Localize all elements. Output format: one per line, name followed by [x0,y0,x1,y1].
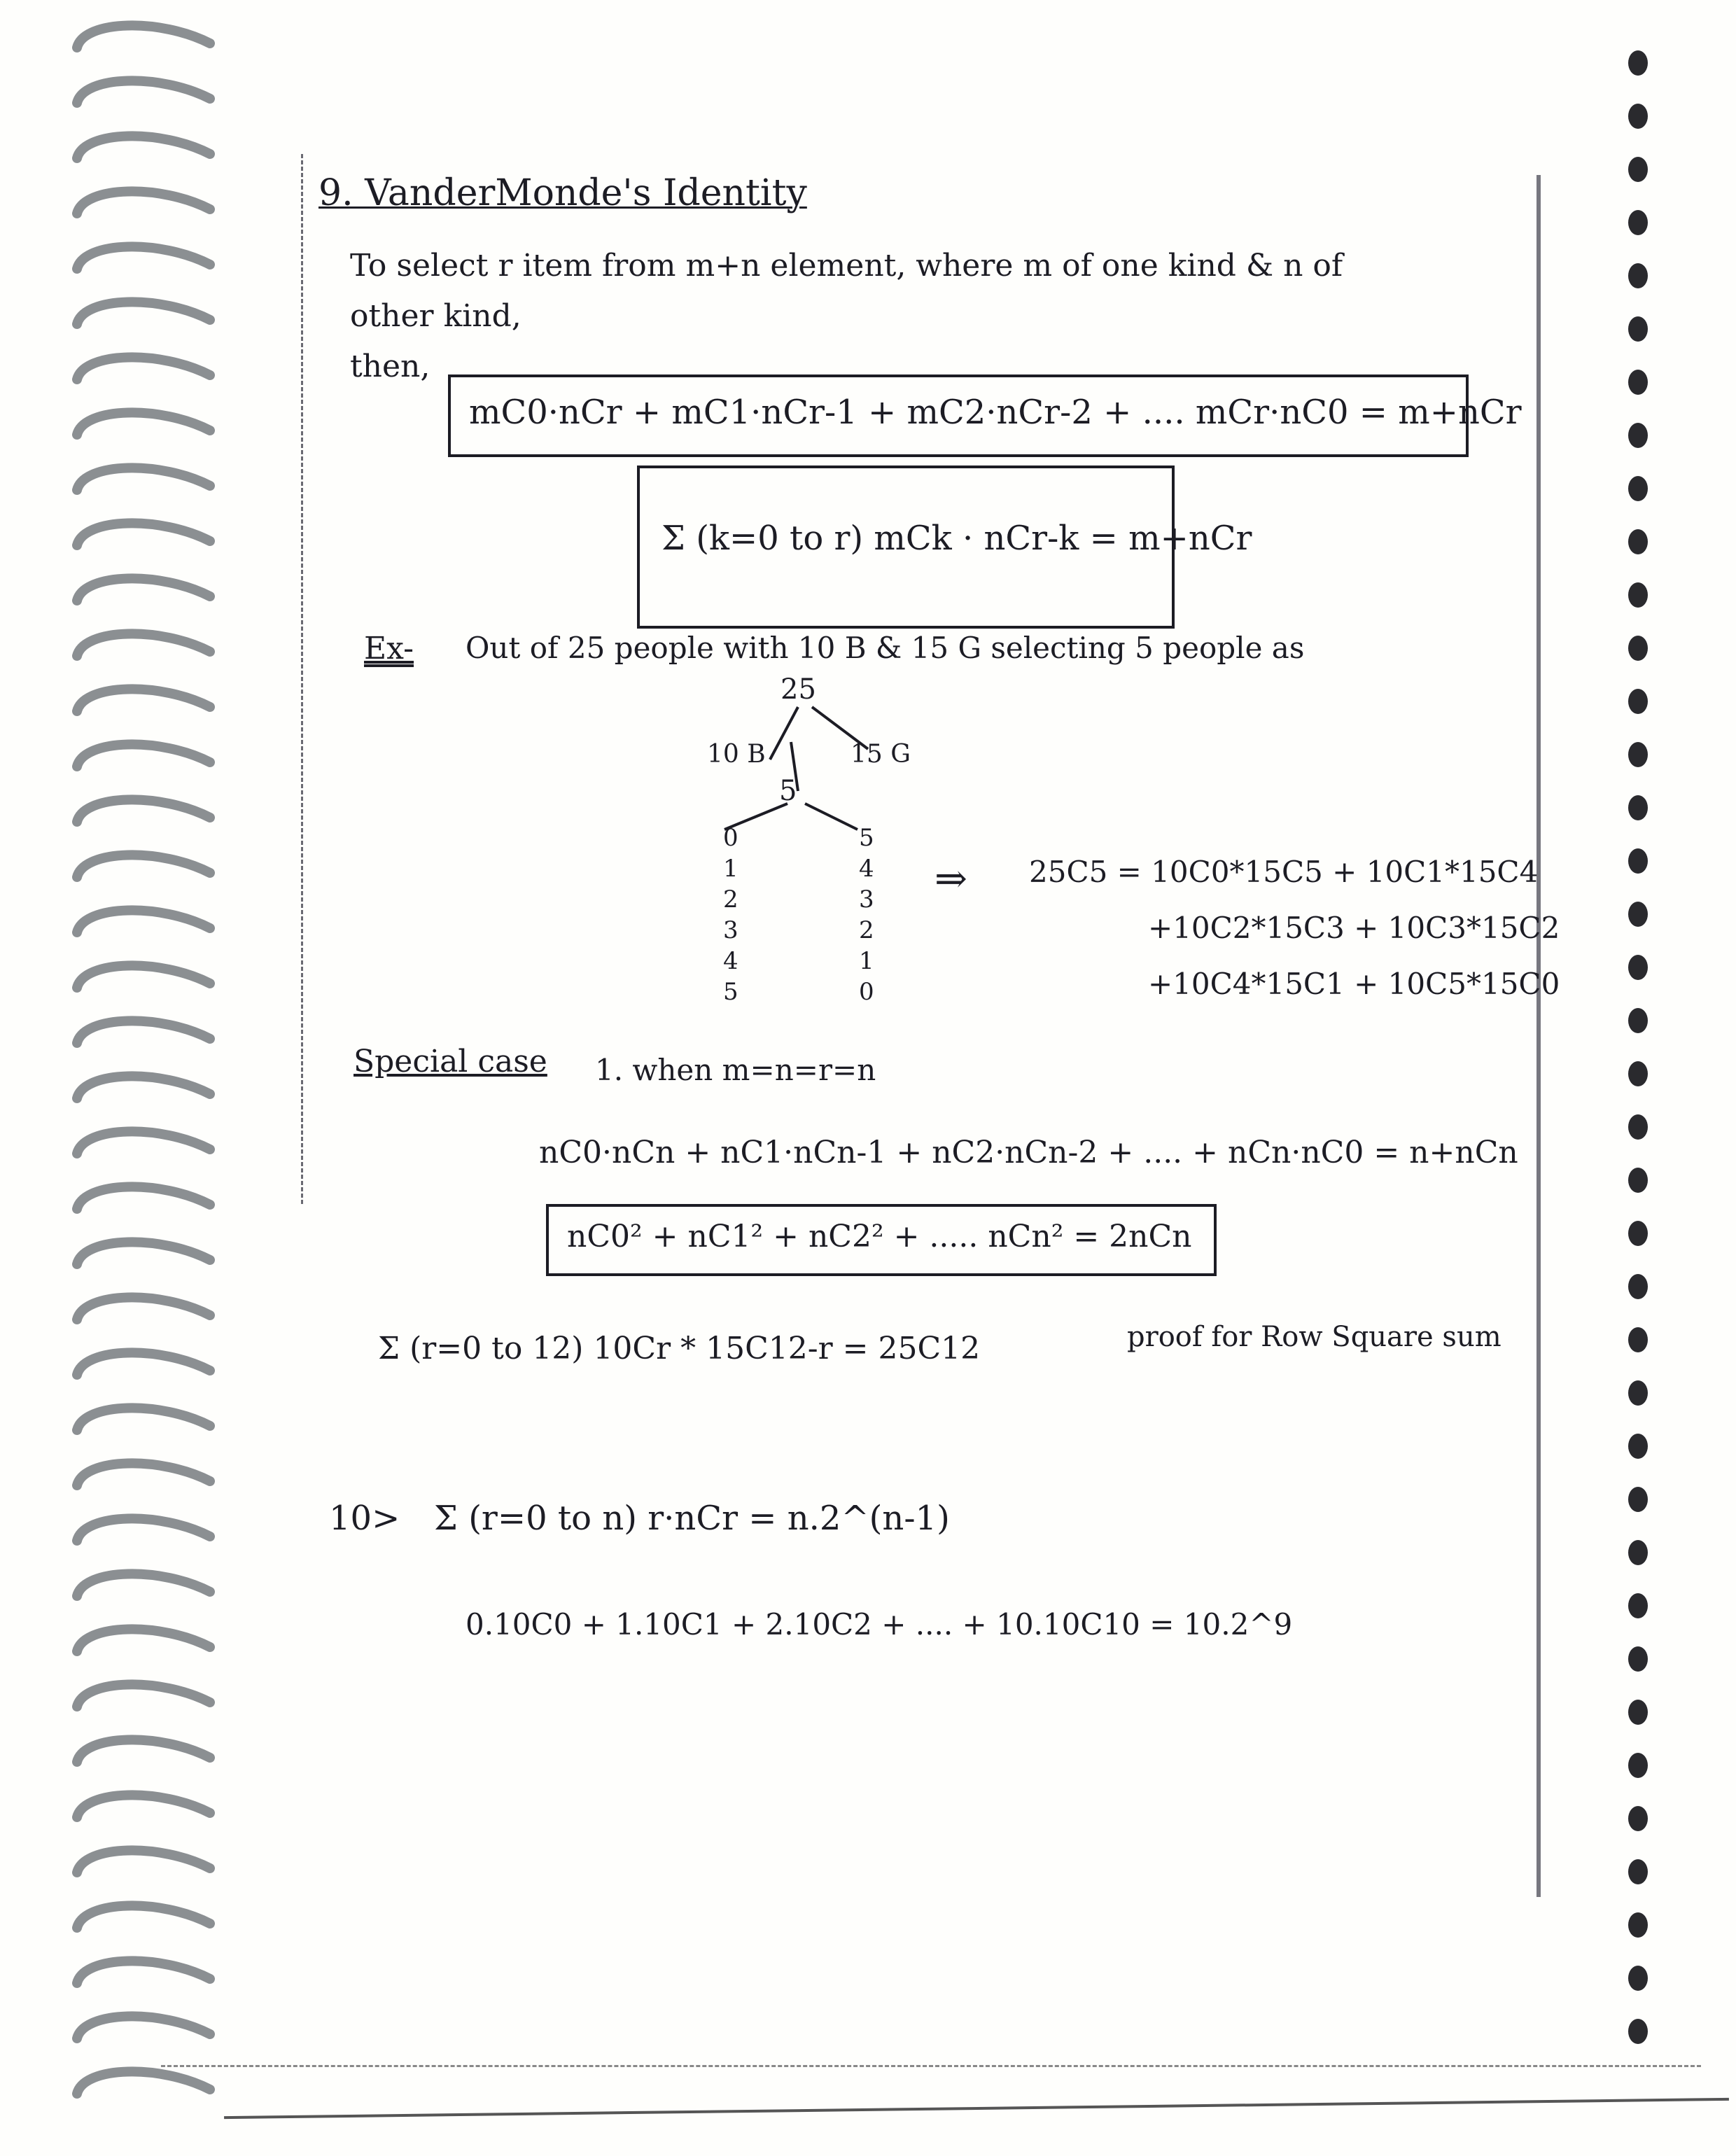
punched-hole [1628,1966,1648,1991]
spiral-coil [77,1795,210,1817]
statement-line-1: To select r item from m+n element, where m of one kind & n of [350,248,1343,284]
tree-count-value: 2 [723,886,738,913]
item-example: 0.10C0 + 1.10C1 + 2.10C2 + .... + 10.10C10 = 10.2^9 [465,1607,1293,1642]
spiral-coil [77,855,210,877]
punched-hole [1628,1327,1648,1352]
punched-hole [1628,902,1648,927]
punched-hole [1628,795,1648,820]
tree-count-value: 5 [859,824,874,852]
punched-hole [1628,1380,1648,1406]
spiral-coil [77,1076,210,1098]
example-text: Out of 25 people with 10 B & 15 G selecting 5 people as [465,631,1305,665]
margin-line [301,154,303,1204]
punched-hole [1628,1487,1648,1512]
spiral-coil [77,910,210,932]
proof-note: proof for Row Square sum [1127,1321,1502,1353]
spiral-coil [77,1408,210,1430]
spiral-coil [77,1961,210,1983]
spiral-coil [77,578,210,601]
punched-holes [1610,49,1666,2079]
tree-count-value: 3 [723,916,738,944]
bottom-dashed-rule [161,2065,1701,2067]
punched-hole [1628,476,1648,501]
punched-hole [1628,1859,1648,1884]
sum-to-twelve: Σ (r=0 to 12) 10Cr * 15C12-r = 25C12 [378,1331,981,1366]
tree-right-girls: 15 G [850,740,911,769]
tree-count-value: 0 [723,824,738,852]
spiral-coil [77,1518,210,1541]
example-result-line-3: +10C4*15C1 + 10C5*15C0 [1148,967,1560,1001]
punched-hole [1628,582,1648,608]
then-label: then, [350,349,430,384]
spiral-coil [77,2016,210,2038]
spiral-coil [77,1021,210,1043]
spiral-coil [77,1629,210,1651]
punched-hole [1628,1912,1648,1938]
spiral-coil [77,689,210,711]
title-text: 9. VanderMonde's Identity [318,172,807,214]
punched-hole [1628,1700,1648,1725]
punched-hole [1628,210,1648,235]
punched-hole [1628,157,1648,182]
tree-middle: 5 [779,775,797,807]
punched-hole [1628,955,1648,980]
identity-expanded: mC0·nCr + mC1·nCr-1 + mC2·nCr-2 + .... mCr·nC0 = m+nCr [469,393,1522,432]
spiral-coil [77,357,210,379]
spiral-coil [77,246,210,269]
punched-hole [1628,689,1648,714]
punched-hole [1628,1221,1648,1246]
implies-arrow: ⇒ [934,856,967,902]
punched-hole [1628,1061,1648,1086]
example-result-line-1: 25C5 = 10C0*15C5 + 10C1*15C4 [1029,855,1539,889]
punched-hole [1628,1806,1648,1831]
punched-hole [1628,742,1648,767]
spiral-coil [77,1463,210,1485]
tree-count-value: 1 [723,855,738,883]
identity-sum: Σ (k=0 to r) mCk · nCr-k = m+nCr [662,519,1252,558]
page-title [318,172,807,214]
bottom-rule [224,2098,1729,2119]
special-case-label: Special case [354,1044,547,1079]
punched-hole [1628,1646,1648,1672]
example-label: Ex- [364,631,414,666]
spiral-coil [77,1684,210,1707]
punched-hole [1628,1753,1648,1778]
spiral-coil [77,634,210,656]
item-number: 10> [329,1499,400,1538]
punched-hole [1628,1168,1648,1193]
punched-hole [1628,1114,1648,1140]
spiral-coil [77,523,210,545]
spiral-coil [77,80,210,103]
spiral-coil [77,2071,210,2094]
punched-hole [1628,636,1648,661]
tree-count-value: 0 [859,978,874,1006]
punched-hole [1628,848,1648,874]
spiral-coil [77,1850,210,1872]
statement-line-2: other kind, [350,298,522,334]
spiral-coil [77,25,210,48]
punched-hole [1628,1434,1648,1459]
punched-hole [1628,423,1648,448]
punched-hole [1628,529,1648,554]
spiral-coil [77,965,210,988]
spiral-coil [77,1905,210,1928]
punched-hole [1628,1540,1648,1565]
spiral-coil [77,1352,210,1375]
spiral-coil [77,1242,210,1264]
spiral-coil [77,191,210,214]
spiral-coil [77,1740,210,1762]
spiral-coil [77,1574,210,1596]
spiral-coil [77,744,210,766]
spiral-coil [77,1186,210,1209]
example-result-line-2: +10C2*15C3 + 10C3*15C2 [1148,911,1560,945]
right-margin-rule [1536,175,1541,1897]
punched-hole [1628,316,1648,342]
tree-count-value: 4 [723,947,738,975]
tree-count-value: 2 [859,916,874,944]
special-case-condition: 1. when m=n=r=n [595,1053,876,1087]
tree-root: 25 [780,673,816,706]
punched-hole [1628,263,1648,288]
spiral-coil [77,302,210,324]
tree-count-value: 3 [859,886,874,913]
punched-hole [1628,370,1648,395]
spiral-coil [77,799,210,822]
spiral-coil [77,1297,210,1320]
item-formula: Σ (r=0 to n) r·nCr = n.2^(n-1) [434,1499,950,1538]
punched-hole [1628,104,1648,129]
special-case-line-1: nC0·nCn + nC1·nCn-1 + nC2·nCn-2 + .... + nCn·nC0 = n+nCn [539,1135,1518,1170]
punched-hole [1628,1274,1648,1299]
punched-hole [1628,2019,1648,2044]
spiral-coil [77,1131,210,1154]
tree-count-value: 4 [859,855,874,883]
spiral-coil [77,412,210,435]
punched-hole [1628,1008,1648,1033]
spiral-coil [77,468,210,490]
tree-left-boys: 10 B [707,740,766,769]
spiral-binding [0,0,252,2156]
spiral-coil [77,136,210,158]
tree-count-value: 5 [723,978,738,1006]
punched-hole [1628,1593,1648,1618]
special-case-line-2: nC0² + nC1² + nC2² + ..... nCn² = 2nCn [567,1219,1192,1254]
tree-count-value: 1 [859,947,874,975]
punched-hole [1628,50,1648,76]
